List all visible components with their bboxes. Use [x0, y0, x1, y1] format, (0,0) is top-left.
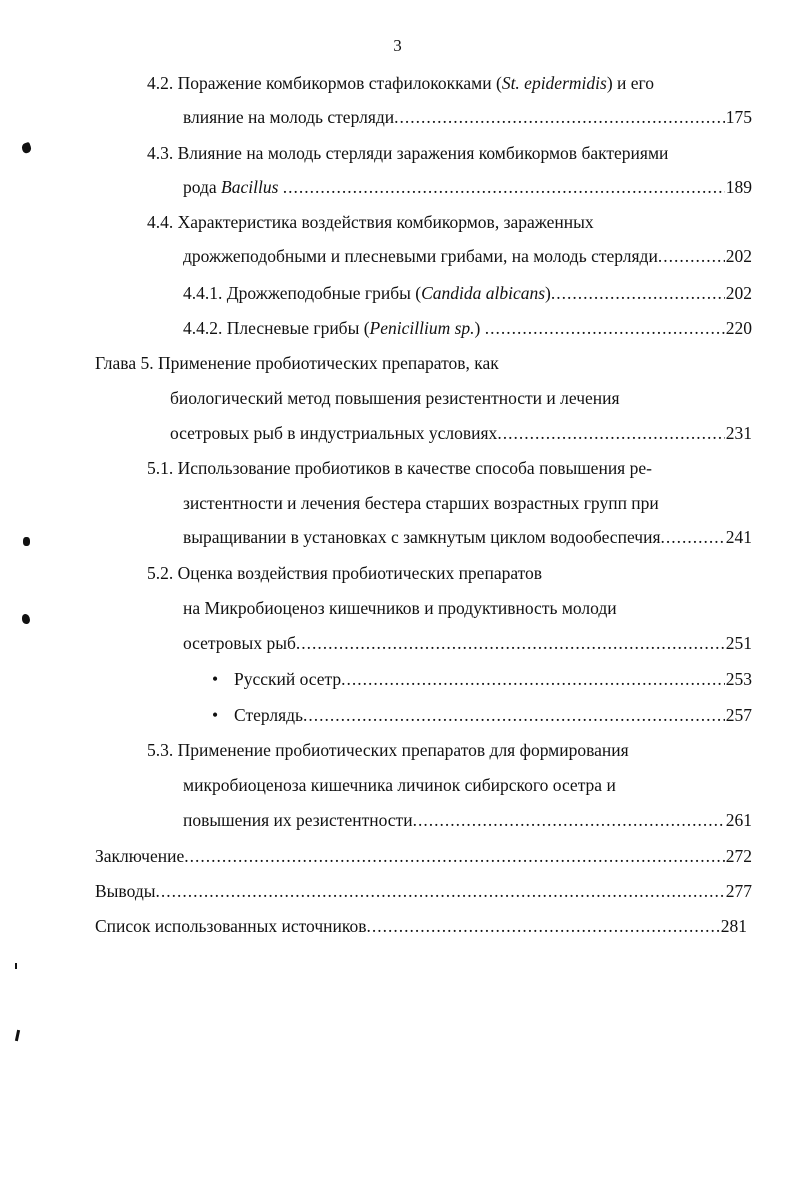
leader-dots [394, 104, 725, 130]
entry-text: ) и его [606, 73, 655, 93]
scan-artifact [21, 142, 33, 154]
entry-text: биологический метод повышения резистентности и лечения [170, 388, 620, 408]
leader-dots [551, 280, 725, 306]
entry-text [212, 702, 303, 728]
bullet-icon: • [212, 705, 219, 725]
page-ref: 251 [725, 633, 752, 653]
toc-entry-5-2-line1 [147, 560, 542, 586]
toc-entry-5-1-line3 [183, 524, 752, 550]
entry-text: зистентности и лечения бестера старших возрастных групп при [183, 493, 659, 513]
page-ref: 189 [725, 177, 752, 197]
entry-text: микробиоценоза кишечника личинок сибирского осетра и [183, 775, 616, 795]
entry-text: Заключение [95, 846, 185, 866]
toc-conclusion [95, 843, 752, 869]
species-name: Bacillus [221, 177, 279, 197]
leader-dots [413, 807, 725, 833]
scan-artifact [22, 614, 30, 624]
entry-text-part: Русский осетр [234, 669, 342, 689]
entry-text: дрожжеподобными и плесневыми грибами, на молодь стерляди [183, 246, 658, 266]
toc-findings [95, 878, 752, 904]
entry-text: Список использованных источников [95, 916, 367, 936]
entry-text-part: 4.4.2. Плесневые грибы ( [183, 318, 370, 338]
species-name: St. epidermidis [501, 73, 607, 93]
page-ref: 257 [725, 705, 752, 725]
leader-dots [341, 666, 725, 692]
entry-text [183, 315, 485, 341]
toc-entry-4-4-2 [183, 315, 752, 341]
toc-entry-4-2-line2 [183, 104, 752, 130]
entry-text [183, 280, 551, 306]
page-ref: 272 [725, 846, 752, 866]
entry-text: 5.1. Использование пробиотиков в качестве способа повышения ре- [147, 458, 652, 478]
entry-text-part: 4.4.1. Дрожжеподобные грибы ( [183, 283, 422, 303]
entry-text: влияние на молодь стерляди [183, 107, 395, 127]
toc-entry-5-3-line2 [183, 772, 616, 798]
page-ref: 231 [725, 423, 752, 443]
entry-text [212, 666, 341, 692]
toc-entry-4-4-1 [183, 280, 752, 306]
entry-text: 4.2. Поражение комбикормов стафилококками ( [147, 73, 502, 93]
entry-text: повышения их резистентности [183, 810, 413, 830]
species-name: Penicillium sp. [369, 318, 475, 338]
leader-dots [661, 524, 725, 550]
toc-bullet-sterlet [212, 702, 752, 728]
entry-text: выращивании в установках с замкнутым циклом водообеспечия [183, 527, 661, 547]
entry-text: Выводы [95, 881, 156, 901]
toc-chapter-5-line1 [95, 350, 499, 376]
leader-dots [658, 243, 725, 269]
toc-chapter-5-line2 [170, 385, 620, 411]
page-ref: 253 [725, 669, 752, 689]
toc-entry-4-2-line1 [147, 70, 654, 96]
leader-dots [497, 420, 724, 446]
entry-text: 5.3. Применение пробиотических препаратов для формирования [147, 740, 629, 760]
toc-entry-5-1-line2 [183, 490, 659, 516]
scan-artifact [15, 963, 17, 969]
entry-text: 4.3. Влияние на молодь стерляди заражения комбикормов бактериями [147, 143, 669, 163]
species-name: Candida albicans [421, 283, 546, 303]
page-number: 3 [393, 36, 402, 55]
page-ref: 202 [725, 283, 752, 303]
toc-references [95, 913, 747, 939]
bullet-icon: • [212, 669, 219, 689]
toc-chapter-5-line3 [170, 420, 752, 446]
page-ref: 241 [725, 527, 752, 547]
scan-artifact [15, 1030, 20, 1041]
toc-entry-5-2-line2 [183, 595, 617, 621]
entry-text-part: ) [545, 283, 551, 303]
entry-text-part: Стерлядь [234, 705, 304, 725]
entry-text: 4.4. Характеристика воздействия комбикормов, зараженных [147, 212, 594, 232]
page-ref: 220 [725, 318, 752, 338]
leader-dots [367, 913, 720, 939]
leader-dots [485, 315, 725, 341]
entry-text: осетровых рыб [183, 633, 296, 653]
leader-dots [155, 878, 724, 904]
toc-entry-5-3-line1 [147, 737, 629, 763]
toc-entry-5-1-line1 [147, 455, 652, 481]
entry-text: Глава 5. Применение пробиотических препаратов, как [95, 353, 499, 373]
toc-entry-4-4-line2 [183, 243, 752, 269]
scan-artifact [23, 537, 30, 546]
page-ref: 261 [725, 810, 752, 830]
toc-entry-5-3-line3 [183, 807, 752, 833]
entry-text: 5.2. Оценка воздействия пробиотических препаратов [147, 563, 543, 583]
page-ref: 175 [725, 107, 752, 127]
entry-text [183, 174, 283, 200]
page-ref: 202 [725, 246, 752, 266]
leader-dots [296, 630, 725, 656]
leader-dots [303, 702, 725, 728]
leader-dots [283, 174, 725, 200]
toc-entry-5-2-line3 [183, 630, 752, 656]
entry-text-part: рода [183, 177, 222, 197]
entry-text: на Микробиоценоз кишечников и продуктивность молоди [183, 598, 617, 618]
leader-dots [184, 843, 725, 869]
page-ref: 281 [720, 916, 747, 936]
entry-text-part: ) [474, 318, 481, 338]
toc-entry-4-4-line1 [147, 209, 594, 235]
toc-entry-4-3-line2 [183, 174, 752, 200]
page-ref: 277 [725, 881, 752, 901]
toc-entry-4-3-line1 [147, 140, 668, 166]
toc-bullet-russian-sturgeon [212, 666, 752, 692]
entry-text: осетровых рыб в индустриальных условиях [170, 423, 498, 443]
